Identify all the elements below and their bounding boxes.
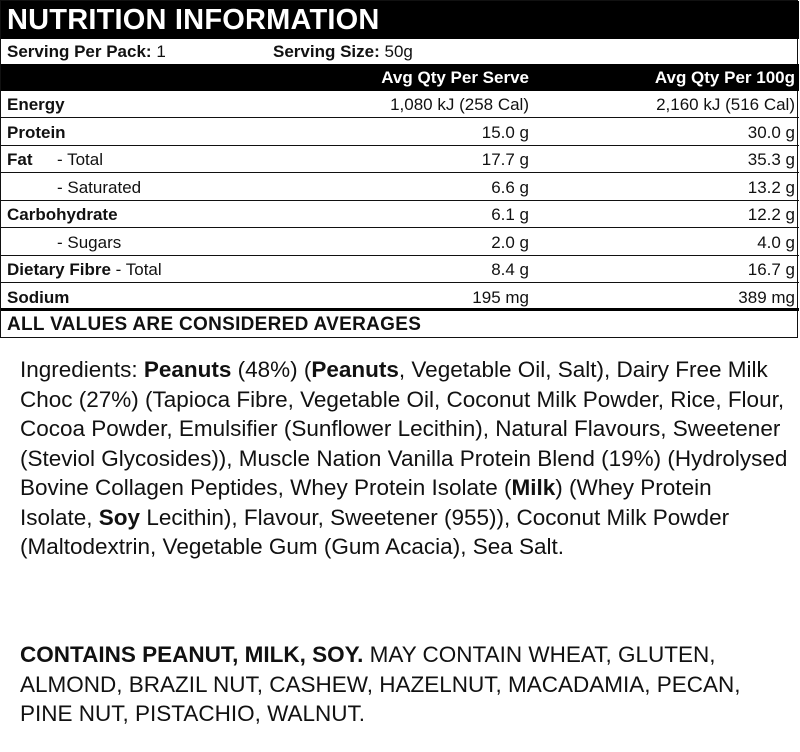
nutrient-row <box>1 146 799 173</box>
nutrient-row <box>1 229 799 256</box>
nutrient-row <box>1 284 799 311</box>
value-per-serve: 17.7 g <box>481 150 529 169</box>
nutrient-sub: - Total <box>110 260 162 279</box>
value-per-serve: 195 mg <box>472 287 529 307</box>
value-per-100g: 13.2 g <box>747 177 795 197</box>
value-per-serve: 15.0 g <box>481 122 529 142</box>
nutrient-name: Carbohydrate <box>7 205 118 224</box>
ingredient-allergen: Milk <box>511 475 556 500</box>
value-per-100g: 12.2 g <box>747 205 795 224</box>
allergen-contains: CONTAINS PEANUT, MILK, SOY. <box>20 642 364 667</box>
ingredients-paragraph <box>20 355 790 562</box>
nutrition-panel <box>0 0 798 338</box>
value-per-serve: 8.4 g <box>491 260 529 279</box>
ingredient-allergen: Soy <box>98 504 141 530</box>
nutrient-label <box>7 119 66 146</box>
value-per-100g: 389 mg <box>738 287 795 307</box>
column-header <box>1 64 799 91</box>
nutrient-label <box>7 91 65 118</box>
ingredient-allergen: Peanuts <box>311 357 399 382</box>
serving-size-value: 50g <box>384 42 413 61</box>
allergen-may-contain: MAY CONTAIN WHEAT, GLUTEN, ALMOND, BRAZIL NUT, CASHEW, HAZELNUT, MACADAMIA, PECAN, PINE NUT, PISTACHIO, WALNUT. <box>20 642 741 726</box>
nutrient-sub: - Saturated <box>57 177 142 197</box>
nutrient-name: Sodium <box>7 287 70 307</box>
panel-title: NUTRITION INFORMATION <box>1 1 799 39</box>
nutrient-name: Fat <box>7 150 33 169</box>
column-per-serve: Avg Qty Per Serve <box>381 68 529 87</box>
value-per-100g: 2,160 kJ (516 Cal) <box>656 95 795 114</box>
averages-note: ALL VALUES ARE CONSIDERED AVERAGES <box>7 314 422 335</box>
ingredient-text: Lecithin), Flavour, Sweetener (955)), Coconut Milk Powder (Maltodextrin, Vegetable Gum (Gum Acacia), Sea Salt. <box>20 504 730 559</box>
ingredients-text <box>20 355 790 562</box>
serving-size <box>273 39 413 64</box>
ingredient-text: (48%) ( <box>231 357 312 382</box>
nutrient-row <box>1 201 799 228</box>
nutrient-label <box>7 201 118 228</box>
ingredient-allergen: Peanuts <box>143 357 232 382</box>
serving-info <box>1 39 799 64</box>
serving-per-pack <box>7 39 166 64</box>
serving-per-pack-value: 1 <box>156 42 166 61</box>
nutrient-row <box>1 256 799 283</box>
nutrient-name: Protein <box>7 122 66 142</box>
value-per-100g: 35.3 g <box>747 150 795 169</box>
allergen-statement <box>20 640 790 729</box>
serving-size-label: Serving Size: <box>273 42 380 61</box>
serving-per-pack-label: Serving Per Pack: <box>7 42 152 61</box>
value-per-100g: 30.0 g <box>747 122 795 142</box>
nutrient-row <box>1 174 799 201</box>
nutrient-row <box>1 91 799 118</box>
value-per-100g: 16.7 g <box>747 260 795 279</box>
nutrient-sub: - Total <box>57 150 103 169</box>
value-per-serve: 6.6 g <box>491 177 529 197</box>
nutrient-sub: - Sugars <box>57 232 122 252</box>
value-per-serve: 6.1 g <box>491 205 529 224</box>
ingredient-text: , Vegetable Oil, Salt), Dairy Free Milk Choc (27%) (Tapioca Fibre, Vegetable Oil, Coconut Milk Powder, Rice, Flour, Cocoa Powder, Emulsifier (Sunflower Lecithin), Natural Flavours, Sweetener (Steviol Glycosides)), Muscle Nation Vanilla Protein Blend (19%) (Hydrolysed Bovine Collagen Peptides, Whey Protein Isolate ( <box>20 357 788 500</box>
nutrient-label <box>7 256 162 283</box>
nutrient-label <box>7 146 33 173</box>
nutrient-row <box>1 119 799 146</box>
column-per-100g: Avg Qty Per 100g <box>654 68 795 87</box>
value-per-serve: 2.0 g <box>491 232 529 252</box>
value-per-serve: 1,080 kJ (258 Cal) <box>390 95 529 114</box>
nutrient-name: Dietary Fibre <box>7 260 111 279</box>
ingredient-text: Ingredients: <box>20 357 144 382</box>
ingredient-text: ) (Whey Protein Isolate, <box>20 475 712 530</box>
nutrient-label <box>7 284 69 311</box>
nutrient-name: Energy <box>7 95 65 114</box>
value-per-100g: 4.0 g <box>757 232 795 252</box>
